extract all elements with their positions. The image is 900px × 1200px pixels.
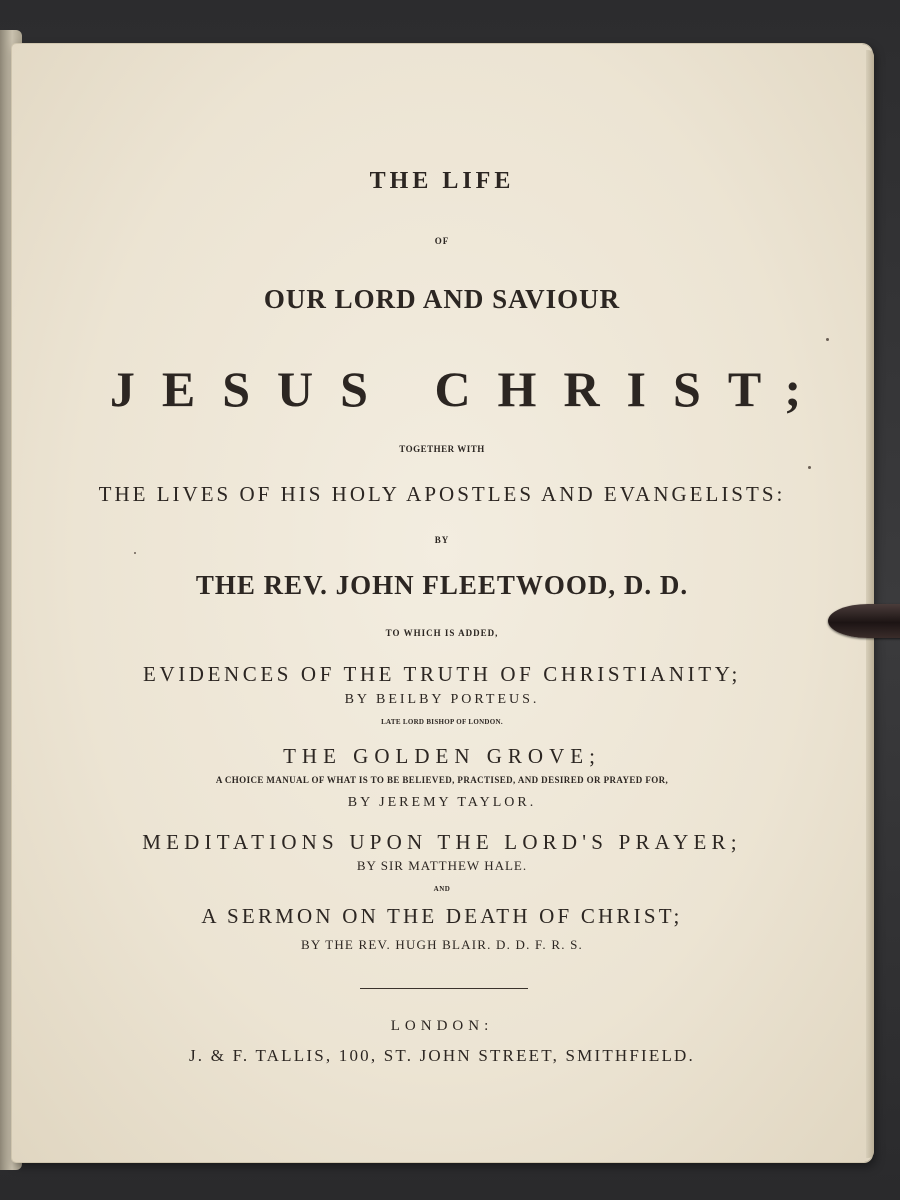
title-line-hale: BY SIR MATTHEW HALE. bbox=[356, 858, 528, 873]
title-line-porteus: BY BEILBY PORTEUS. bbox=[344, 692, 540, 707]
title-line-meditations: MEDITATIONS UPON THE LORD'S PRAYER; bbox=[142, 830, 742, 854]
title-line-blair: BY THE REV. HUGH BLAIR. D. D. F. R. S. bbox=[301, 937, 583, 952]
horizontal-rule bbox=[360, 988, 528, 989]
imprint-city: LONDON: bbox=[390, 1018, 494, 1034]
title-line-sermon: A SERMON ON THE DEATH OF CHRIST; bbox=[201, 904, 683, 928]
title-line-taylor: BY JEREMY TAYLOR. bbox=[347, 795, 537, 810]
title-line-of: OF bbox=[434, 236, 450, 246]
title-line-golden-grove: THE GOLDEN GROVE; bbox=[283, 744, 601, 768]
title-line-choice-manual: A CHOICE MANUAL OF WHAT IS TO BE BELIEVED, PRACTISED, AND DESIRED OR PRAYED FOR, bbox=[215, 775, 669, 785]
paper-speck bbox=[808, 466, 811, 469]
title-line-together: TOGETHER WITH bbox=[399, 444, 485, 454]
title-line-added: TO WHICH IS ADDED, bbox=[385, 628, 499, 638]
imprint-publisher: J. & F. TALLIS, 100, ST. JOHN STREET, SMITHFIELD. bbox=[188, 1046, 695, 1065]
title-line-evidences: EVIDENCES OF THE TRUTH OF CHRISTIANITY; bbox=[143, 662, 741, 686]
title-line-by: BY bbox=[434, 535, 450, 545]
paper-speck bbox=[826, 338, 829, 341]
title-line-late-bishop: LATE LORD BISHOP OF LONDON. bbox=[381, 718, 503, 726]
title-line-jesus-christ: JESUS CHRIST; bbox=[109, 361, 829, 417]
title-line-lives: THE LIVES OF HIS HOLY APOSTLES AND EVANGELISTS: bbox=[98, 482, 786, 506]
title-line-lord: OUR LORD AND SAVIOUR bbox=[263, 284, 621, 314]
title-line-and: AND bbox=[433, 885, 451, 893]
title-page bbox=[12, 44, 872, 1162]
author-line: THE REV. JOHN FLEETWOOD, D. D. bbox=[195, 570, 689, 600]
title-line-life: THE LIFE bbox=[369, 168, 515, 194]
paper-speck bbox=[134, 552, 136, 554]
